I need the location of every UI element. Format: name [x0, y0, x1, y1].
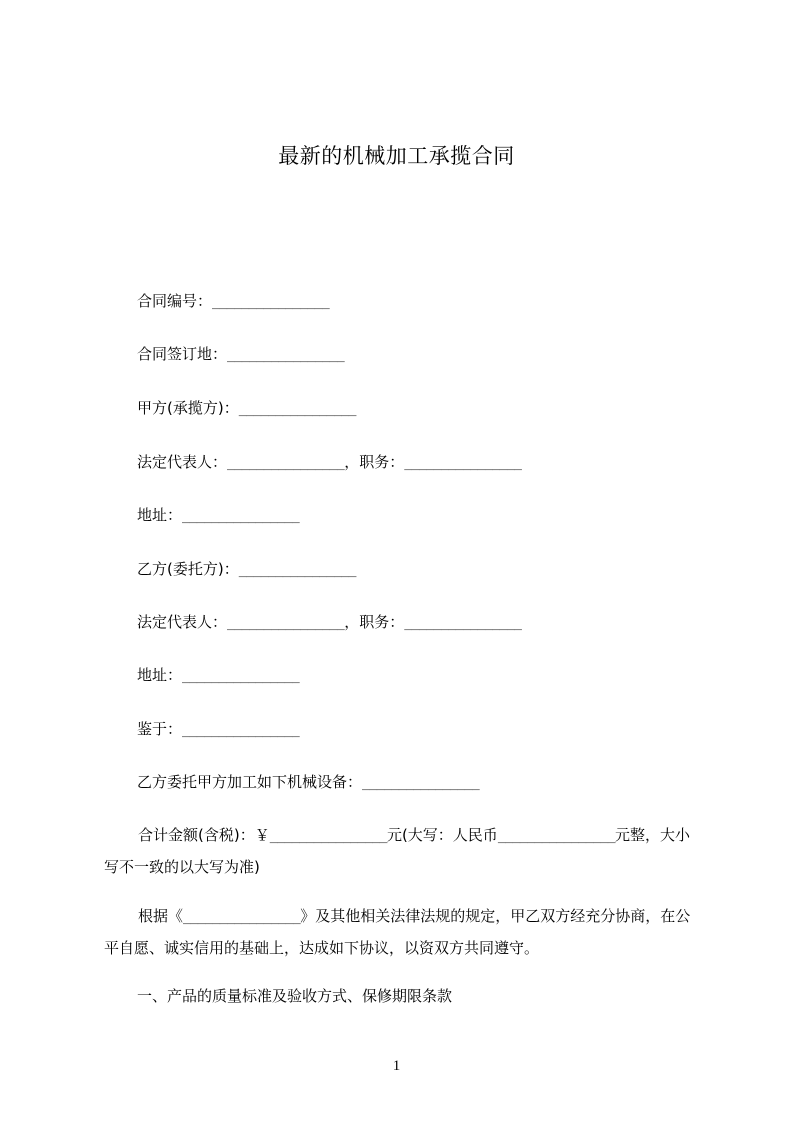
contract-number-blank[interactable]: ________________ — [212, 295, 330, 310]
party-b-blank[interactable]: ________________ — [238, 563, 356, 578]
basis-prefix: 根据《 — [138, 907, 184, 925]
party-a-representative-line — [137, 452, 522, 474]
whereas-blank[interactable]: ________________ — [182, 723, 300, 738]
party-b-address-label: 地址： — [137, 666, 183, 684]
party-a-position-label: ，职务： — [344, 453, 405, 471]
party-a-line — [137, 398, 356, 420]
amount-words-blank[interactable]: ________________ — [497, 829, 616, 844]
equipment-line — [137, 772, 479, 794]
amount-figure-blank[interactable]: ________________ — [269, 829, 387, 844]
amount-prefix: 合计金额(含税)：￥ — [138, 826, 270, 844]
equipment-blank[interactable]: ________________ — [362, 776, 480, 791]
party-a-address-blank[interactable]: ________________ — [182, 509, 300, 524]
basis-suffix: 》及其他相关法律法规的规定，甲乙双方经充分协商，在公平自愿、诚实信用的基础上，达成如下协议，以资双方共同遵守。 — [104, 907, 691, 957]
party-b-representative-line — [137, 612, 522, 634]
basis-law-blank[interactable]: ________________ — [183, 910, 301, 925]
party-b-position-blank[interactable]: ________________ — [404, 616, 522, 631]
signing-place-line — [137, 344, 344, 366]
party-b-position-label: ，职务： — [344, 613, 405, 631]
party-b-address-line — [137, 665, 299, 687]
party-b-representative-label: 法定代表人： — [137, 613, 228, 631]
whereas-line — [137, 719, 299, 741]
party-b-line — [137, 559, 356, 581]
contract-number-label: 合同编号： — [137, 292, 213, 310]
amount-mid: 元(大写：人民币 — [386, 826, 498, 844]
party-a-address-line — [137, 505, 299, 527]
whereas-label: 鉴于： — [137, 720, 183, 738]
party-a-label: 甲方(承揽方)： — [137, 399, 239, 417]
page-number: 1 — [392, 1058, 401, 1074]
party-b-address-blank[interactable]: ________________ — [182, 669, 300, 684]
contract-number-line — [137, 291, 329, 313]
equipment-label: 乙方委托甲方加工如下机械设备： — [137, 773, 363, 791]
signing-place-label: 合同签订地： — [137, 345, 228, 363]
amount-suffix: 元整，大小写不一致的以大写为准) — [104, 826, 691, 876]
basis-paragraph — [104, 901, 704, 963]
party-a-representative-label: 法定代表人： — [137, 453, 228, 471]
amount-paragraph — [104, 820, 704, 882]
signing-place-blank[interactable]: ________________ — [227, 348, 345, 363]
party-a-representative-blank[interactable]: ________________ — [227, 456, 345, 471]
section-1-heading: 一、产品的质量标准及验收方式、保修期限条款 — [137, 987, 453, 1005]
party-b-label: 乙方(委托方)： — [137, 560, 239, 578]
party-a-position-blank[interactable]: ________________ — [404, 456, 522, 471]
party-b-representative-blank[interactable]: ________________ — [227, 616, 345, 631]
document-title: 最新的机械加工承揽合同 — [278, 144, 515, 168]
party-a-blank[interactable]: ________________ — [238, 402, 356, 417]
party-a-address-label: 地址： — [137, 506, 183, 524]
